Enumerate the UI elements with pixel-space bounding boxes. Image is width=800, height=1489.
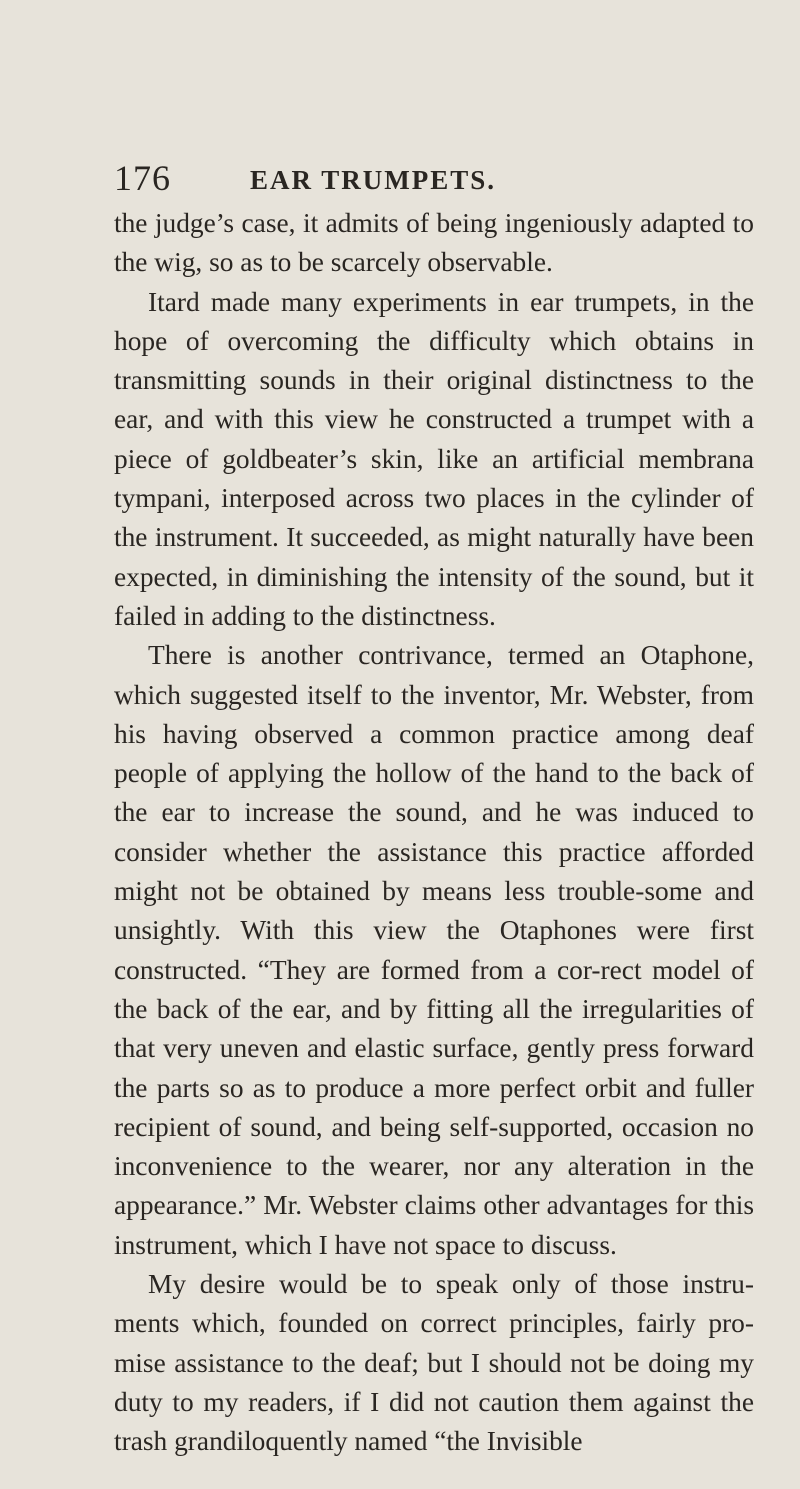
paragraph-itard: Itard made many experiments in ear trumpets, in the hope of overcoming the difficulty which obtains in transmitting sounds in their original distinctness to the ear, and with this view he constructed a trumpet with a piece of goldbeater’s skin, like an artificial membrana tympani, interposed across two places in the cylinder of the instrument. It succeeded, as might naturally have been expected, in diminishing the intensity of the sound, but it failed in adding to the distinctness. bbox=[114, 286, 754, 631]
running-head bbox=[114, 156, 740, 200]
running-title: EAR TRUMPETS. bbox=[250, 165, 497, 195]
paragraph-otaphone: There is another contrivance, termed an Otaphone, which suggested itself to the inventor, Mr. Webster, from his having observed a common practice among deaf people of applying the hollow of the hand to the back of the ear to increase the sound, and he was induced to consider whether the assistance this practice afforded might not be obtained by means less trouble-some and unsightly. With this view the Otaphones were first constructed. “They are formed from a cor-rect model of the back of the ear, and by fitting all the irregularities of that very uneven and elastic surface, gently press forward the parts so as to produce a more perfect orbit and fuller recipient of sound, and being self-supported, occasion no inconvenience to the wearer, nor any alteration in the appearance.” Mr. Webster claims other advantages for this instrument, which I have not space to discuss. bbox=[114, 640, 754, 1260]
paragraph-continuation: the judge’s case, it admits of being ingeniously adapted to the wig, so as to be scarcely observable. bbox=[114, 208, 754, 278]
body-text bbox=[114, 204, 754, 1462]
page-number: 176 bbox=[114, 158, 171, 198]
paragraph-caution: My desire would be to speak only of those instru-ments which, founded on correct principles, fairly pro-mise assistance to the deaf; but I should not be doing my duty to my readers, if I did not caution them against the trash grandiloquently named “the Invisible bbox=[114, 1269, 754, 1457]
